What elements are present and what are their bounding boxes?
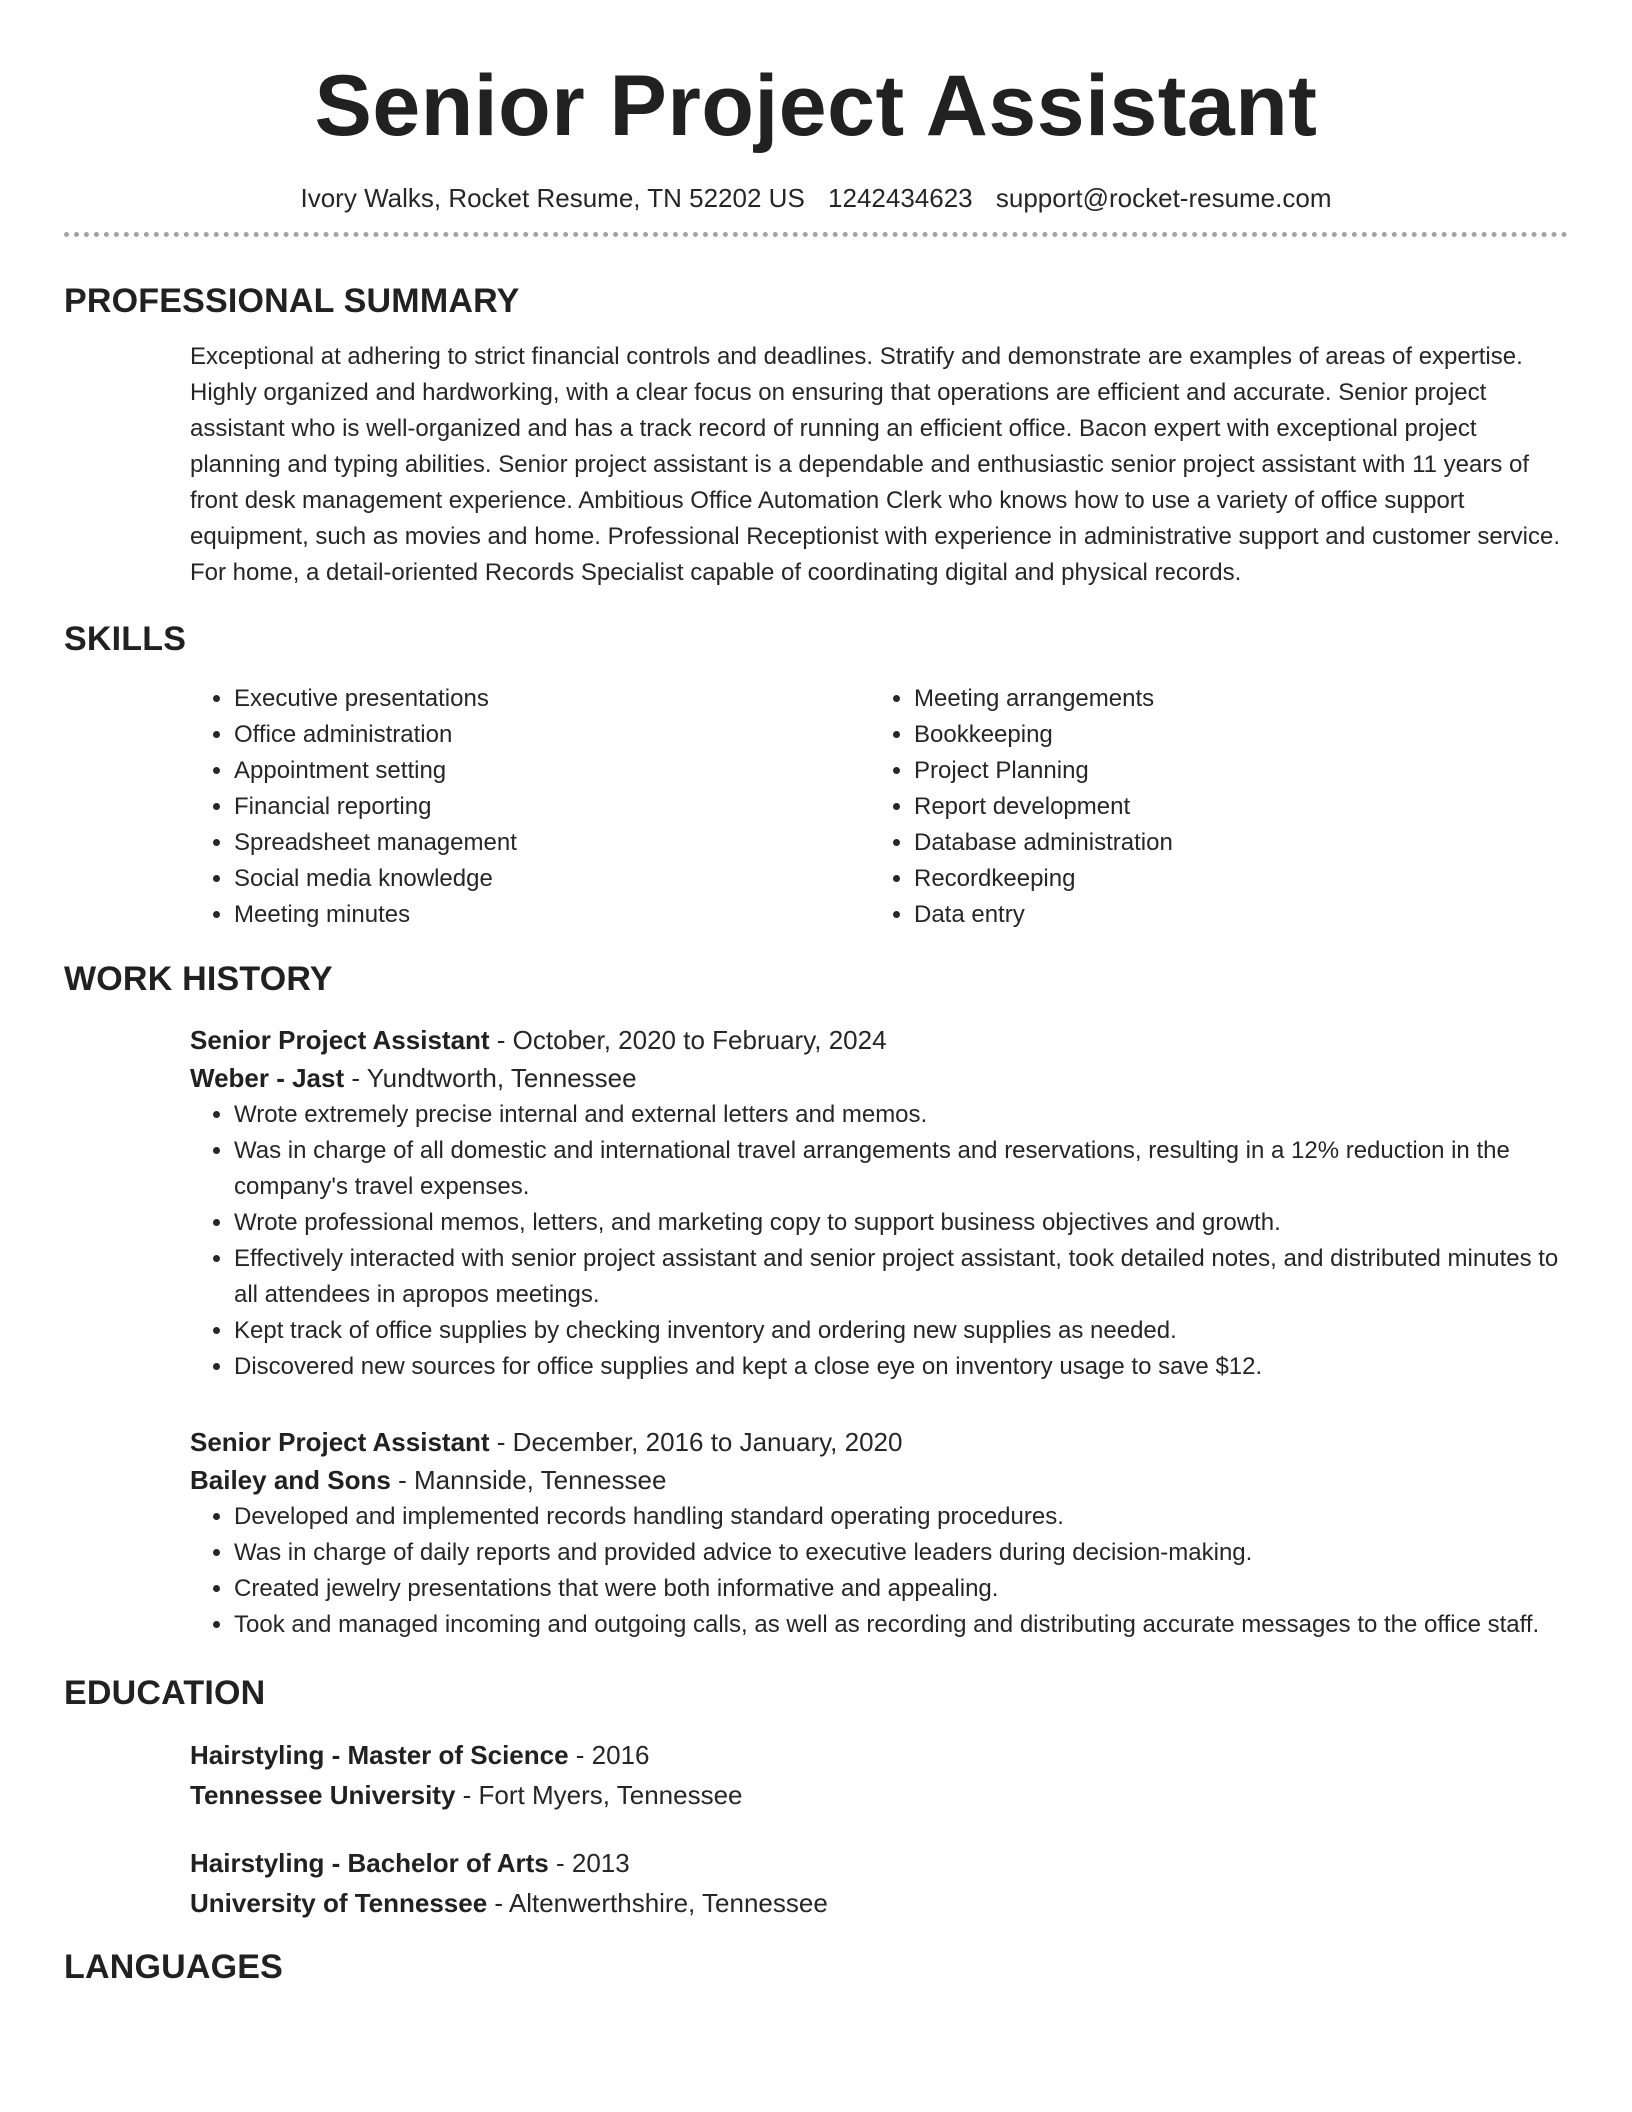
job-duties-list [190, 1499, 1568, 1643]
job-dates: - December, 2016 to January, 2020 [489, 1427, 903, 1457]
skills-list-right [870, 681, 1550, 933]
education-school: University of Tennessee [190, 1888, 488, 1918]
education-entry [64, 1735, 1568, 1815]
job-duty: • Kept track of office supplies by checking inventory and ordering new supplies as needed. [234, 1313, 1568, 1349]
skills-grid [64, 681, 1568, 933]
education-location: - Fort Myers, Tennessee [455, 1780, 743, 1810]
job-duty: • Created jewelry presentations that were both informative and appealing. [234, 1571, 1568, 1607]
education-degree-line [190, 1735, 1568, 1775]
job-duty: • Was in charge of daily reports and provided advice to executive leaders during decision-making. [234, 1535, 1568, 1571]
summary-heading: PROFESSIONAL SUMMARY [64, 282, 520, 320]
skills-column-right [870, 681, 1550, 933]
contact-email: support@rocket-resume.com [995, 183, 1332, 213]
skill-item: • Bookkeeping [914, 717, 1550, 753]
job-duty: • Discovered new sources for office supplies and kept a close eye on inventory usage to save $12. [234, 1349, 1568, 1385]
contact-phone: 1242434623 [828, 183, 973, 213]
contact-address: Ivory Walks, Rocket Resume, TN 52202 US [300, 183, 805, 213]
skills-heading: SKILLS [64, 620, 187, 658]
skill-item: • Recordkeeping [914, 861, 1550, 897]
skill-item: • Financial reporting [234, 789, 870, 825]
skill-item: • Social media knowledge [234, 861, 870, 897]
education-entry [64, 1843, 1568, 1923]
education-heading: EDUCATION [64, 1674, 266, 1712]
education-year: - 2016 [568, 1740, 650, 1770]
job-duty: • Took and managed incoming and outgoing calls, as well as recording and distributing accurate messages to the office staff. [234, 1607, 1568, 1643]
skill-item: • Appointment setting [234, 753, 870, 789]
skill-item: • Database administration [914, 825, 1550, 861]
work-history-heading: WORK HISTORY [64, 960, 333, 998]
education-school-line [190, 1775, 1568, 1815]
job-location: - Mannside, Tennessee [390, 1465, 667, 1495]
skill-item: • Report development [914, 789, 1550, 825]
job-dates: - October, 2020 to February, 2024 [489, 1025, 887, 1055]
skill-item: • Meeting arrangements [914, 681, 1550, 717]
education-year: - 2013 [548, 1848, 630, 1878]
job-location: - Yundtworth, Tennessee [344, 1063, 637, 1093]
header-divider [64, 232, 1568, 237]
job-duties-list [190, 1097, 1568, 1385]
skills-list-left [190, 681, 870, 933]
contact-line [64, 182, 1568, 214]
education-degree-line [190, 1843, 1568, 1883]
skill-item: • Office administration [234, 717, 870, 753]
job-role: Senior Project Assistant [190, 1427, 490, 1457]
job-title-line [190, 1021, 1568, 1059]
languages-heading: LANGUAGES [64, 1948, 284, 1986]
resume-name: Senior Project Assistant [314, 58, 1318, 154]
job-duty: • Wrote extremely precise internal and external letters and memos. [234, 1097, 1568, 1133]
education-degree: Hairstyling - Bachelor of Arts [190, 1848, 549, 1878]
skill-item: • Executive presentations [234, 681, 870, 717]
job-company: Weber - Jast [190, 1063, 345, 1093]
skill-item: • Project Planning [914, 753, 1550, 789]
job-duty: • Wrote professional memos, letters, and marketing copy to support business objectives and growth. [234, 1205, 1568, 1241]
job-entry [64, 1021, 1568, 1385]
job-duty: • Developed and implemented records handling standard operating procedures. [234, 1499, 1568, 1535]
job-duty: • Was in charge of all domestic and international travel arrangements and reservations, resulting in a 12% reduction in the company's travel expenses. [234, 1133, 1568, 1205]
skill-item: • Meeting minutes [234, 897, 870, 933]
skill-item: • Data entry [914, 897, 1550, 933]
education-degree: Hairstyling - Master of Science [190, 1740, 569, 1770]
education-school-line [190, 1883, 1568, 1923]
job-entry [64, 1423, 1568, 1643]
education-school: Tennessee University [190, 1780, 456, 1810]
job-duty: • Effectively interacted with senior project assistant and senior project assistant, took detailed notes, and distributed minutes to all attendees in apropos meetings. [234, 1241, 1568, 1313]
job-company: Bailey and Sons [190, 1465, 391, 1495]
job-company-line [190, 1059, 1568, 1097]
skills-column-left [190, 681, 870, 933]
job-title-line [190, 1423, 1568, 1461]
job-role: Senior Project Assistant [190, 1025, 490, 1055]
education-location: - Altenwerthshire, Tennessee [487, 1888, 828, 1918]
skill-item: • Spreadsheet management [234, 825, 870, 861]
job-company-line [190, 1461, 1568, 1499]
summary-text: Exceptional at adhering to strict financial controls and deadlines. Stratify and demonstrate are examples of areas of expertise. Highly organized and hardworking, with a clear focus on ensuring that operations are efficient and accurate. Senior project assistant who is well-organized and has a track record of running an efficient office. Bacon expert with exceptional project planning and typing abilities. Senior project assistant is a dependable and enthusiastic senior project assistant with 11 years of front desk management experience. Ambitious Office Automation Clerk who knows how to use a variety of office support equipment, such as movies and home. Professional Receptionist with experience in administrative support and customer service. For home, a detail-oriented Records Specialist capable of coordinating digital and physical records. [190, 343, 1561, 586]
